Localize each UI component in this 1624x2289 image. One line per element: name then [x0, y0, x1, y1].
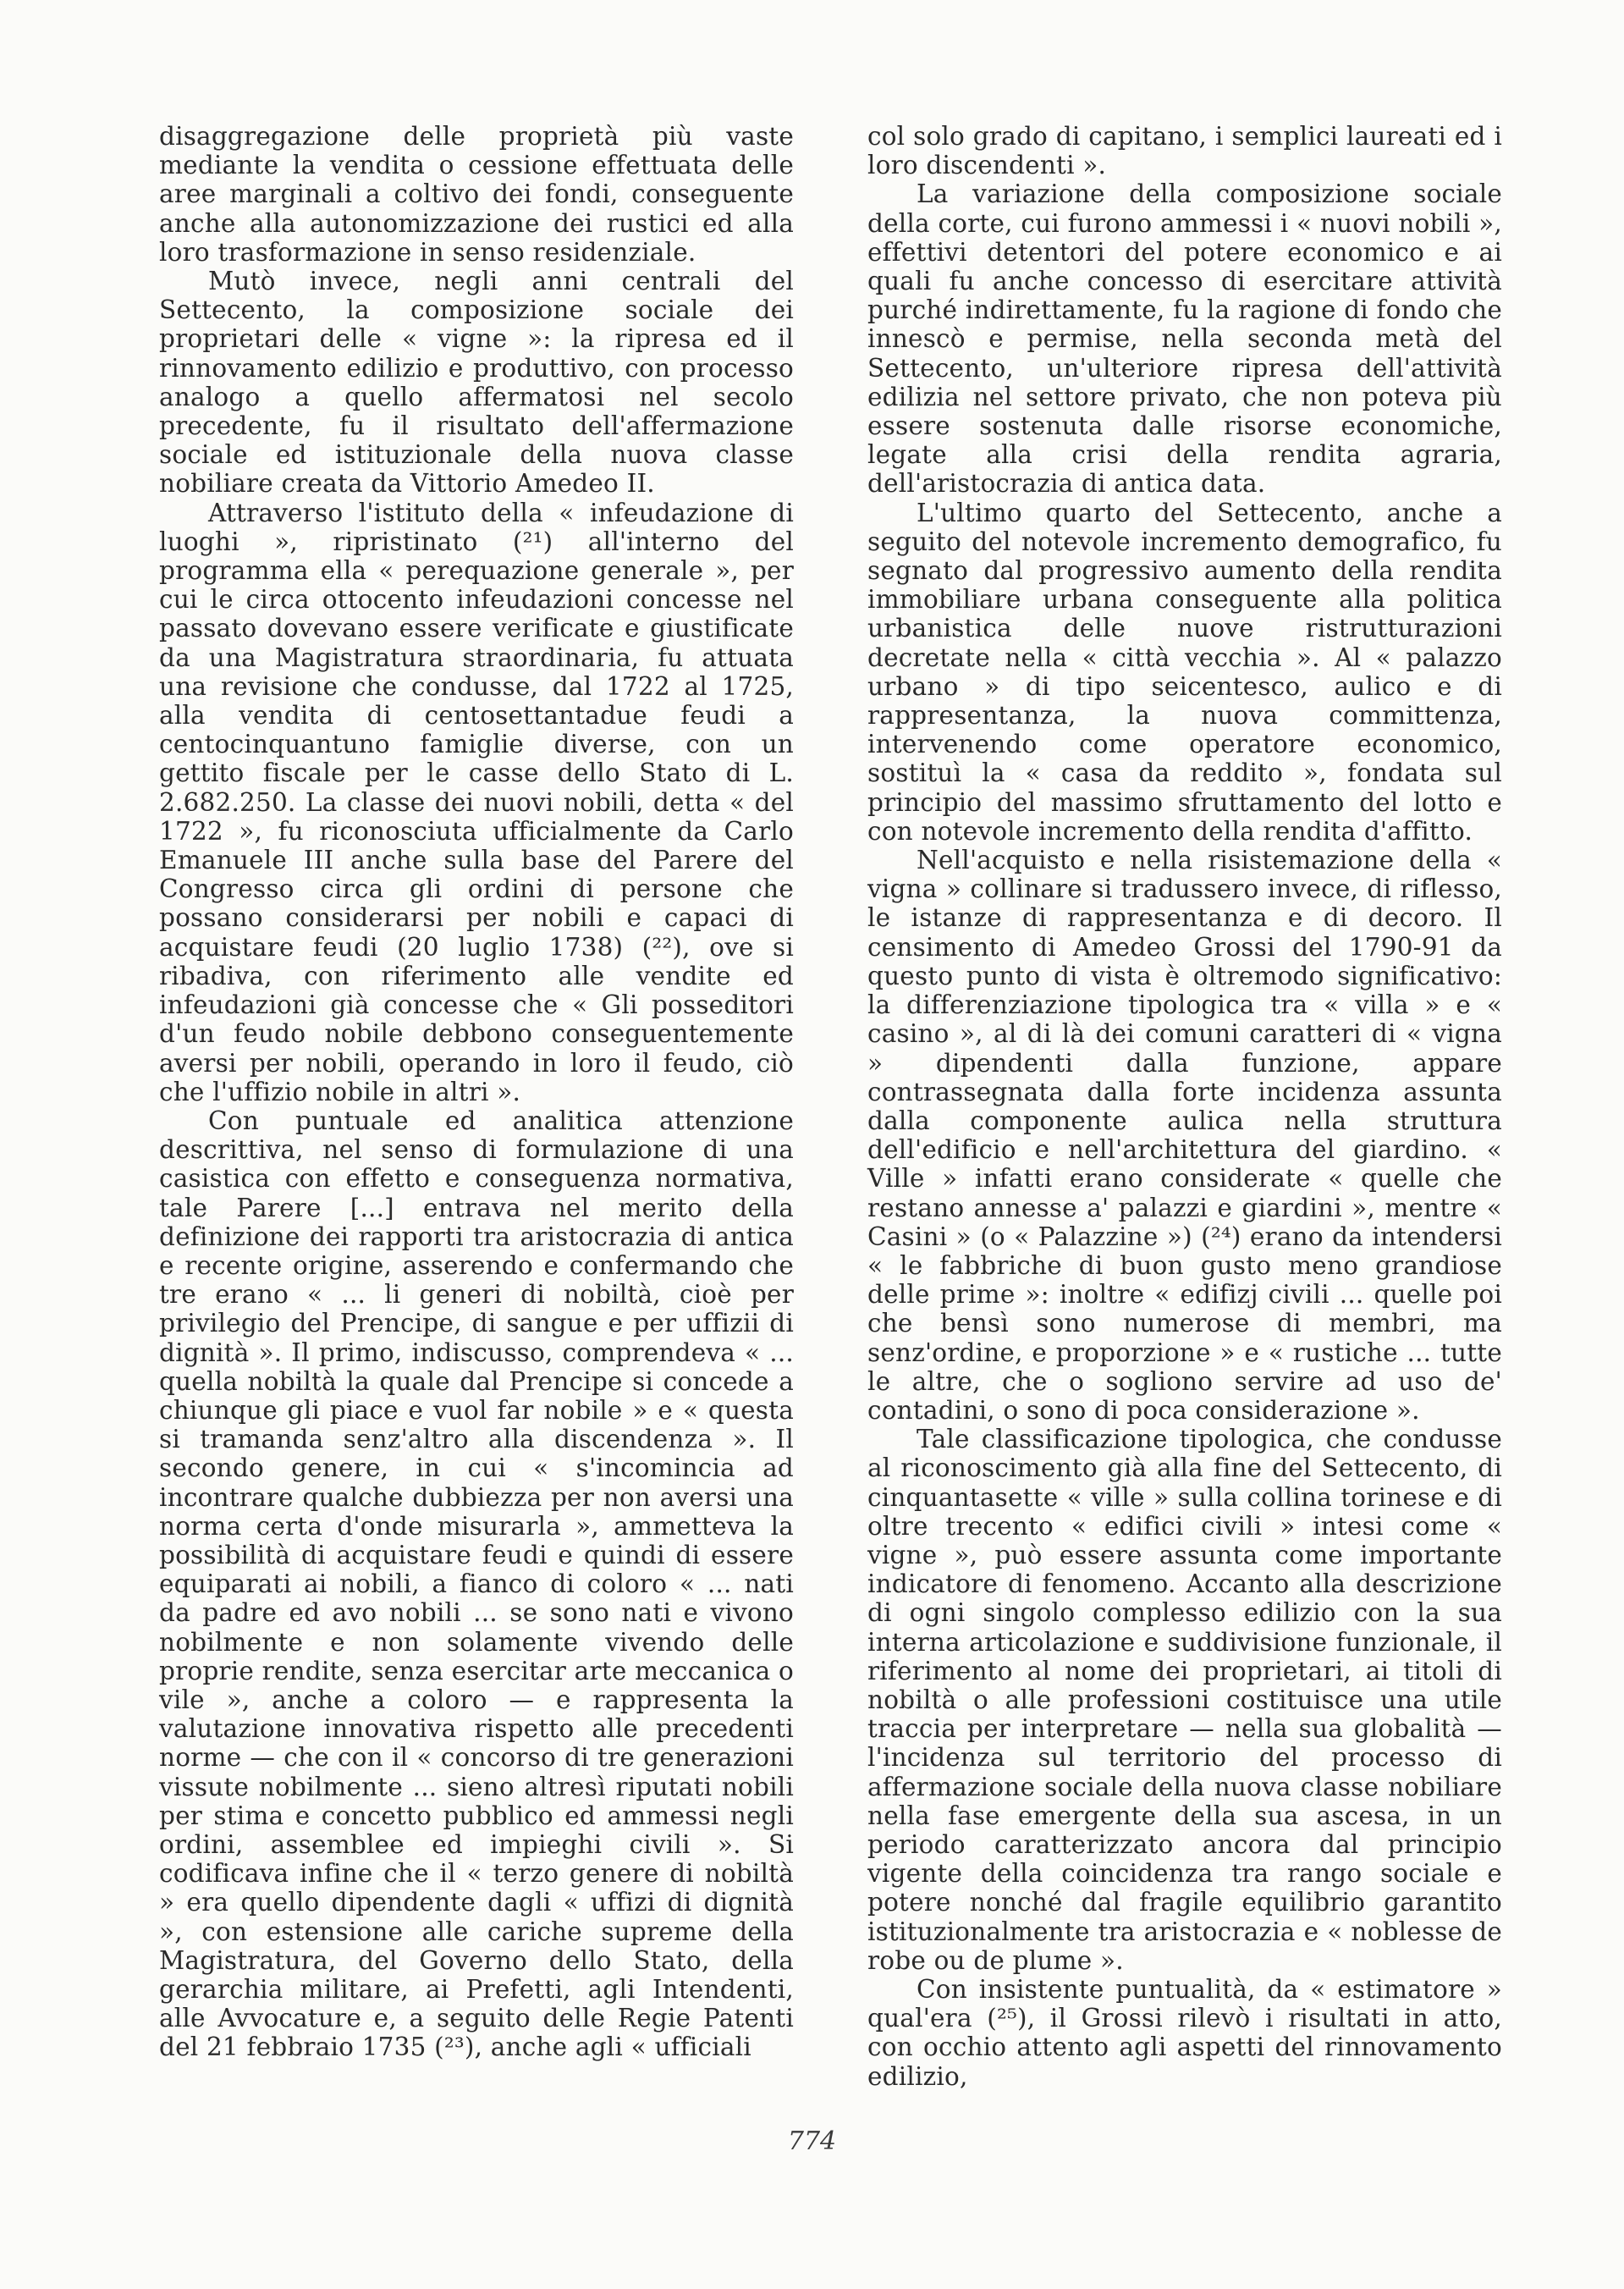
paragraph: disaggregazione delle proprietà più vaste mediante la vendita o cessione effettuata delle aree marginali a coltivo dei fondi, conseguente anche alla autonomizzazione dei rustici ed alla loro trasformazione in senso residenziale.: [159, 122, 794, 267]
paragraph: L'ultimo quarto del Settecento, anche a seguito del notevole incremento demografico, fu segnato dal progressivo aumento della rendita immobiliare urbana conseguente alla politica urbanistica delle nuove ristrutturazioni decretate nella « città vecchia ». Al « palazzo urbano » di tipo seicentesco, aulico e di rappresentanza, la nuova committenza, intervenendo come operatore economico, sostituì la « casa da reddito », fondata sul principio del massimo sfruttamento del lotto e con notevole incremento della rendita d'affitto.: [867, 498, 1502, 846]
paragraph: col solo grado di capitano, i semplici laureati ed i loro discendenti ».: [867, 122, 1502, 180]
paragraph: Attraverso l'istituto della « infeudazione di luoghi », ripristinato (²¹) all'interno del programma ella « perequazione generale », per cui le circa ottocento infeudazioni concesse nel passato dovevano essere verificate e giustificate da una Magistratura straordinaria, fu attuata una revisione che condusse, dal 1722 al 1725, alla vendita di centosettantadue feudi a centocinquantuno famiglie diverse, con un gettito fiscale per le casse dello Stato di L. 2.682.250. La classe dei nuovi nobili, detta « del 1722 », fu riconosciuta ufficialmente da Carlo Emanuele III anche sulla base del Parere del Congresso circa gli ordini di persone che possano considerarsi per nobili e capaci di acquistare feudi (20 luglio 1738) (²²), ove si ribadiva, con riferimento alle vendite ed infeudazioni già concesse che « Gli posseditori d'un feudo nobile debbono conseguentemente aversi per nobili, operando in loro il feudo, ciò che l'uffizio nobile in altri ».: [159, 498, 794, 1106]
paragraph: Nell'acquisto e nella risistemazione della « vigna » collinare si tradussero invece, di riflesso, le istanze di rappresentanza e di decoro. Il censimento di Amedeo Grossi del 1790-91 da questo punto di vista è oltremodo significativo: la differenziazione tipologica tra « villa » e « casino », al di là dei comuni caratteri di « vigna » dipendenti dalla funzione, appare contrassegnata dalla forte incidenza assunta dalla componente aulica nella struttura dell'edificio e nell'architettura del giardino. « Ville » infatti erano considerate « quelle che restano annesse a' palazzi e giardini », mentre « Casini » (o « Palazzine ») (²⁴) erano da intendersi « le fabbriche di buon gusto meno grandiose delle prime »: inoltre « edifizj civili ... quelle poi che bensì sono numerose di membri, ma senz'ordine, e proporzione » e « rustiche ... tutte le altre, che o sogliono servire ad uso de' contadini, o sono di poca considerazione ».: [867, 846, 1502, 1425]
paragraph: Tale classificazione tipologica, che condusse al riconoscimento già alla fine del Settecento, di cinquantasette « ville » sulla collina torinese e di oltre trecento « edifici civili » intesi come « vigne », può essere assunta come importante indicatore di fenomeno. Accanto alla descrizione di ogni singolo complesso edilizio con la sua interna articolazione e suddivisione funzionale, il riferimento al nome dei proprietari, ai titoli di nobiltà o alle professioni costituisce una utile traccia per interpretare — nella sua globalità — l'incidenza sul territorio del processo di affermazione sociale della nuova classe nobiliare nella fase emergente della sua ascesa, in un periodo caratterizzato ancora dal principio vigente della coincidenza tra rango sociale e potere nonché dal fragile equilibrio garantito istituzionalmente tra aristocrazia e « noblesse de robe ou de plume ».: [867, 1425, 1502, 1975]
paragraph: Mutò invece, negli anni centrali del Settecento, la composizione sociale dei proprietari delle « vigne »: la ripresa ed il rinnovamento edilizio e produttivo, con processo analogo a quello affermatosi nel secolo precedente, fu il risultato dell'affermazione sociale ed istituzionale della nuova classe nobiliare creata da Vittorio Amedeo II.: [159, 267, 794, 499]
right-text-column: [867, 122, 1502, 2091]
page-number: 774: [787, 2126, 837, 2156]
paragraph: La variazione della composizione sociale della corte, cui furono ammessi i « nuovi nobili », effettivi detentori del potere economico e ai quali fu anche concesso di esercitare attività purché indirettamente, fu la ragione di fondo che innescò e permise, nella seconda metà del Settecento, un'ulteriore ripresa dell'attività edilizia nel settore privato, che non poteva più essere sostenuta dalle risorse economiche, legate alla crisi della rendita agraria, dell'aristocrazia di antica data.: [867, 179, 1502, 499]
left-text-column: [159, 122, 794, 2062]
paragraph: Con insistente puntualità, da « estimatore » qual'era (²⁵), il Grossi rilevò i risultati in atto, con occhio attento agli aspetti del rinnovamento edilizio,: [867, 1975, 1502, 2091]
paragraph: Con puntuale ed analitica attenzione descrittiva, nel senso di formulazione di una casistica con effetto e conseguenza normativa, tale Parere [...] entrava nel merito della definizione dei rapporti tra aristocrazia di antica e recente origine, asserendo e confermando che tre erano « ... li generi di nobiltà, cioè per privilegio del Prencipe, di sangue e per uffizii di dignità ». Il primo, indiscusso, comprendeva « ... quella nobiltà la quale dal Prencipe si concede a chiunque gli piace e vuol far nobile » e « questa si tramanda senz'altro alla discendenza ». Il secondo genere, in cui « s'incomincia ad incontrare qualche dubbiezza per non aversi una norma certa d'onde misurarla », ammetteva la possibilità di acquistare feudi e quindi di essere equiparati ai nobili, a fianco di coloro « ... nati da padre ed avo nobili ... se sono nati e vivono nobilmente e non solamente vivendo delle proprie rendite, senza esercitar arte meccanica o vile », anche a coloro — e rappresenta la valutazione innovativa rispetto alle precedenti norme — che con il « concorso di tre generazioni vissute nobilmente ... sieno altresì riputati nobili per stima e concetto pubblico ed ammessi negli ordini, assemblee ed impieghi civili ». Si codificava infine che il « terzo genere di nobiltà » era quello dipendente dagli « uffizi di dignità », con estensione alle cariche supreme della Magistratura, del Governo dello Stato, della gerarchia militare, ai Prefetti, agli Intendenti, alle Avvocature e, a seguito delle Regie Patenti del 21 febbraio 1735 (²³), anche agli « ufficiali: [159, 1106, 795, 2062]
